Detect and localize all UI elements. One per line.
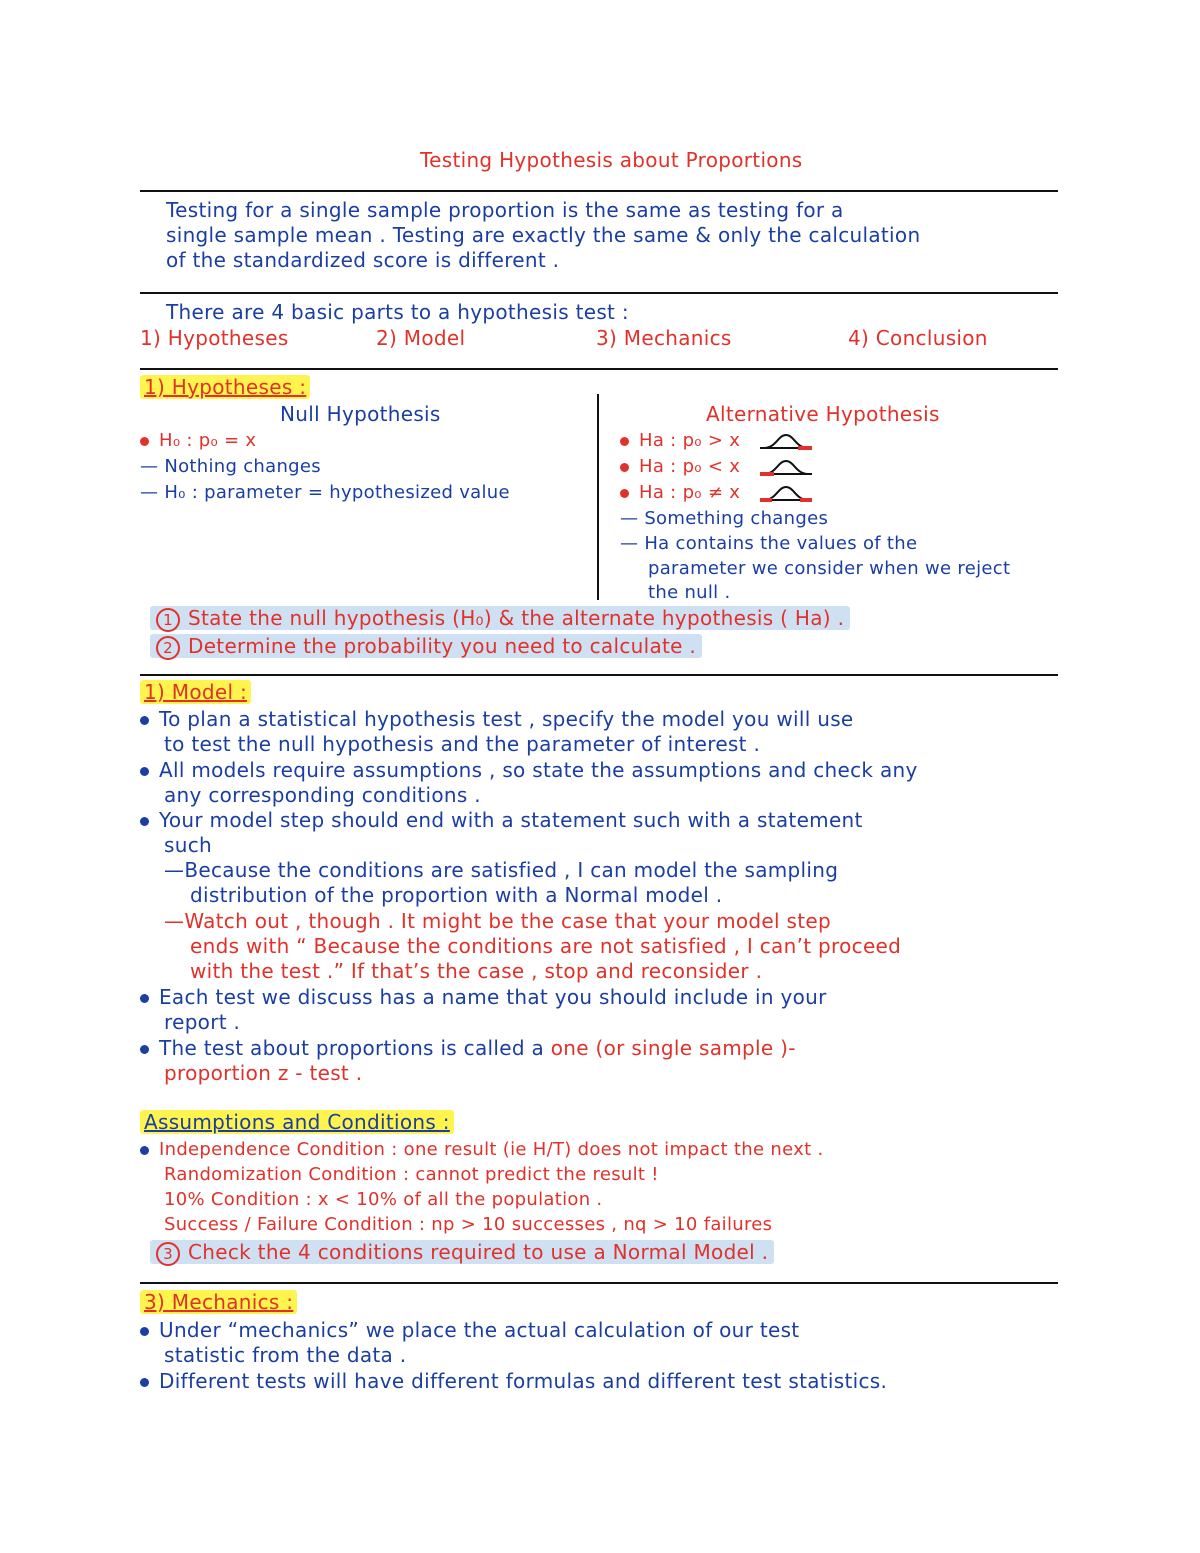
section-heading-mechanics: 3) Mechanics : xyxy=(140,1290,297,1315)
bullet-icon xyxy=(140,767,149,776)
section-heading-model: 1) Model : xyxy=(140,680,251,705)
step-number-icon: 1 xyxy=(156,608,180,632)
assumption-line: Independence Condition : one result (ie H/T) does not impact the next . xyxy=(140,1137,824,1162)
alt-item: Ha : p₀ ≠ x xyxy=(620,480,814,505)
bullet-icon xyxy=(620,463,629,472)
model-line: ends with “ Because the conditions are not satisfied , I can’t proceed xyxy=(190,934,902,958)
intro-line: single sample mean . Testing are exactly the same & only the calculation xyxy=(166,223,921,247)
model-line: with the test .” If that’s the case , stop and reconsider . xyxy=(190,959,763,983)
model-line: All models require assumptions , so state the assumptions and check any xyxy=(140,758,918,783)
model-line: distribution of the proportion with a Normal model . xyxy=(190,883,723,907)
step-1: 1 State the null hypothesis (H₀) & the alternate hypothesis ( Ha) . xyxy=(150,606,850,632)
section-heading-hypotheses: 1) Hypotheses : xyxy=(140,375,310,400)
part-item: 3) Mechanics xyxy=(596,326,732,350)
bullet-icon xyxy=(140,437,149,446)
null-item: — H₀ : parameter = hypothesized value xyxy=(140,482,510,503)
alt-item: the null . xyxy=(648,582,731,603)
mechanics-line: Under “mechanics” we place the actual calculation of our test xyxy=(140,1318,799,1343)
assumption-line: Randomization Condition : cannot predict the result ! xyxy=(164,1164,659,1185)
alt-item: Ha : p₀ < x xyxy=(620,454,814,479)
part-item: 1) Hypotheses xyxy=(140,326,289,350)
alt-hypothesis-title: Alternative Hypothesis xyxy=(706,402,940,426)
left-tail-curve-icon xyxy=(758,458,814,476)
model-line: Each test we discuss has a name that you should include in your xyxy=(140,985,827,1010)
model-line: —Watch out , though . It might be the case that your model step xyxy=(164,909,832,933)
parts-heading: There are 4 basic parts to a hypothesis test : xyxy=(166,300,629,324)
null-item: H₀ : p₀ = x xyxy=(140,428,256,453)
bullet-icon xyxy=(140,817,149,826)
step-number-icon: 2 xyxy=(156,636,180,660)
bullet-icon xyxy=(140,1146,149,1155)
divider xyxy=(140,1282,1058,1284)
alt-item: parameter we consider when we reject xyxy=(648,558,1011,579)
null-hypothesis-title: Null Hypothesis xyxy=(280,402,441,426)
alt-item: — Ha contains the values of the xyxy=(620,533,918,554)
bullet-icon xyxy=(140,1378,149,1387)
model-line: The test about proportions is called a one (or single sample )- xyxy=(140,1036,796,1061)
step-3: 3 Check the 4 conditions required to use a Normal Model . xyxy=(150,1240,774,1266)
alt-item: Ha : p₀ > x xyxy=(620,428,814,453)
null-item: — Nothing changes xyxy=(140,456,321,477)
assumption-line: Success / Failure Condition : np > 10 successes , nq > 10 failures xyxy=(164,1214,773,1235)
part-item: 4) Conclusion xyxy=(848,326,988,350)
bullet-icon xyxy=(140,1327,149,1336)
model-line: such xyxy=(164,833,212,857)
divider xyxy=(140,674,1058,676)
divider xyxy=(140,190,1058,192)
model-line: To plan a statistical hypothesis test , specify the model you will use xyxy=(140,707,854,732)
section-heading-assumptions: Assumptions and Conditions : xyxy=(140,1110,454,1135)
two-tail-curve-icon xyxy=(758,484,814,502)
bullet-icon xyxy=(140,994,149,1003)
step-number-icon: 3 xyxy=(156,1242,180,1266)
alt-item: — Something changes xyxy=(620,508,829,529)
bullet-icon xyxy=(140,716,149,725)
divider xyxy=(140,292,1058,294)
model-line: any corresponding conditions . xyxy=(164,783,481,807)
part-item: 2) Model xyxy=(376,326,466,350)
bullet-icon xyxy=(140,1045,149,1054)
divider xyxy=(140,368,1058,370)
model-line: Your model step should end with a statement such with a statement xyxy=(140,808,863,833)
model-line: to test the null hypothesis and the parameter of interest . xyxy=(164,732,761,756)
model-line: report . xyxy=(164,1010,241,1034)
mechanics-line: statistic from the data . xyxy=(164,1343,407,1367)
mechanics-line: Different tests will have different formulas and different test statistics. xyxy=(140,1369,887,1394)
page-title: Testing Hypothesis about Proportions xyxy=(420,148,803,172)
model-line: —Because the conditions are satisfied , I can model the sampling xyxy=(164,858,839,882)
intro-line: Testing for a single sample proportion is the same as testing for a xyxy=(166,198,844,222)
step-2: 2 Determine the probability you need to calculate . xyxy=(150,634,702,660)
column-divider xyxy=(597,394,599,600)
model-line: proportion z - test . xyxy=(164,1061,363,1085)
assumption-line: 10% Condition : x < 10% of all the population . xyxy=(164,1189,603,1210)
bullet-icon xyxy=(620,489,629,498)
bullet-icon xyxy=(620,437,629,446)
right-tail-curve-icon xyxy=(758,432,814,450)
intro-line: of the standardized score is different . xyxy=(166,248,560,272)
